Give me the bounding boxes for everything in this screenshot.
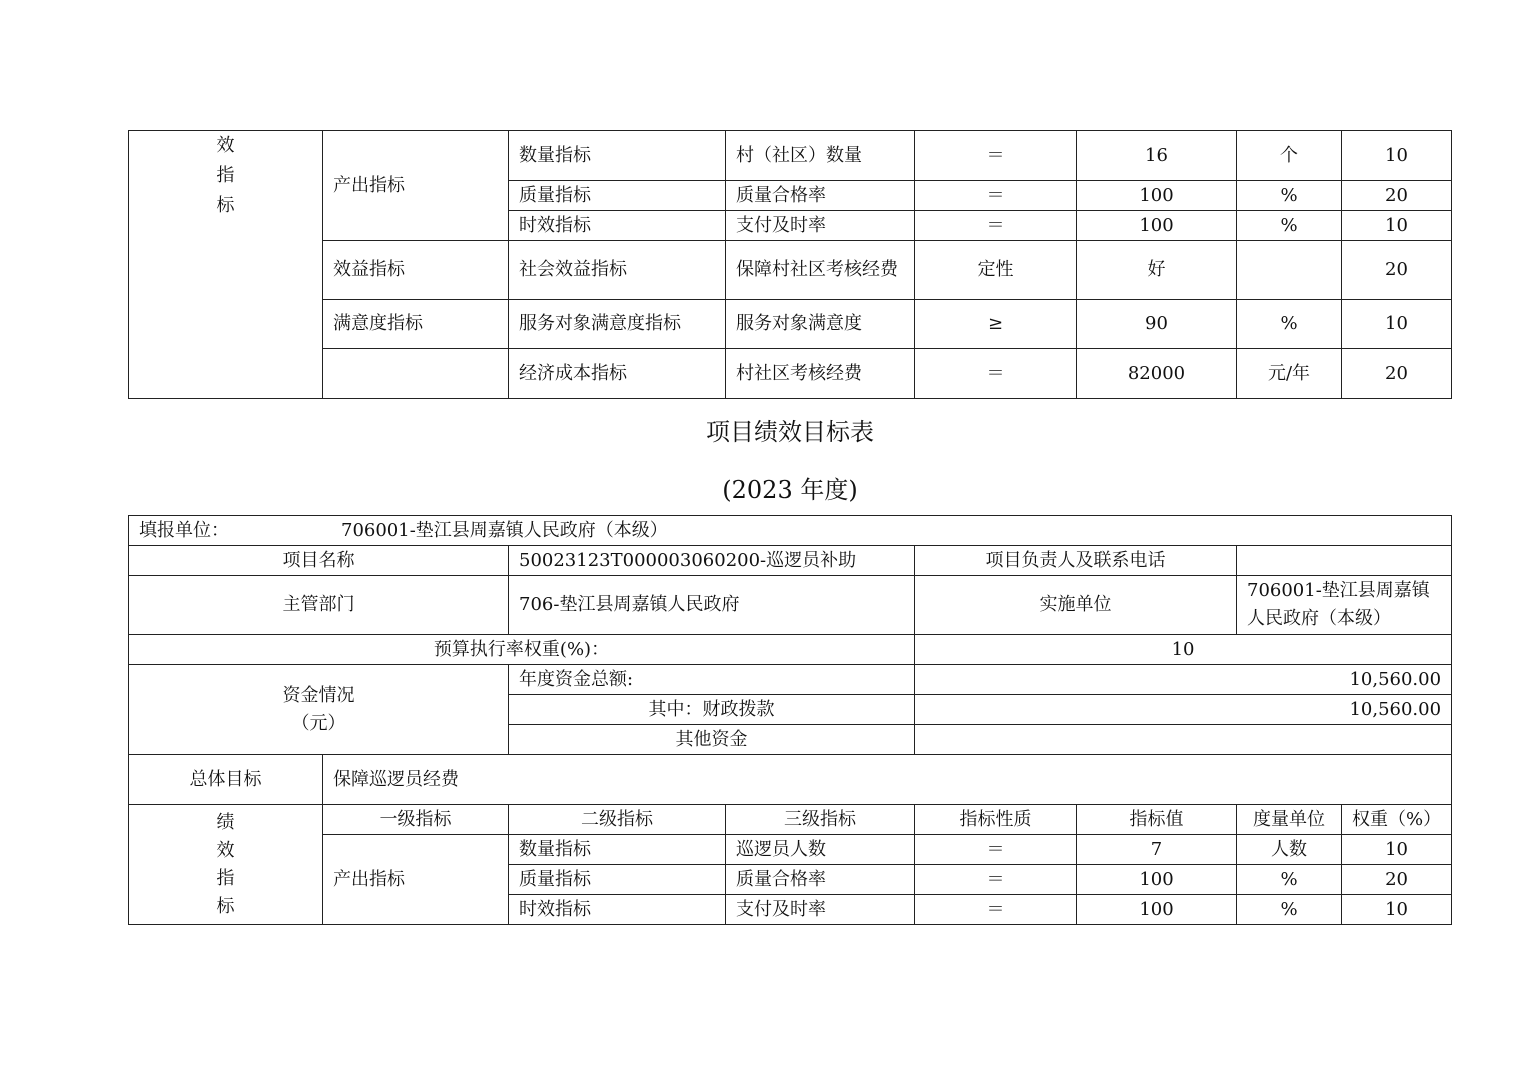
value-cell: 82000 [1077, 349, 1237, 399]
project-name-value: 50023123T000003060200-巡逻员补助 [509, 546, 915, 576]
header-unit: 度量单位 [1237, 805, 1342, 835]
reporting-unit-row [129, 516, 1452, 546]
unit-cell: % [1237, 300, 1342, 349]
unit-cell: % [1237, 895, 1342, 925]
operator-cell: ＝ [915, 835, 1077, 865]
value-cell: 100 [1077, 865, 1237, 895]
level3-cell: 支付及时率 [726, 895, 915, 925]
page-title: 项目绩效目标表 [706, 418, 874, 446]
header-level1: 一级指标 [323, 805, 509, 835]
unit-cell: 人数 [1237, 835, 1342, 865]
weight-cell: 10 [1342, 300, 1452, 349]
weight-cell: 10 [1342, 131, 1452, 181]
budget-weight-value: 10 [915, 635, 1452, 665]
unit-cell [1237, 241, 1342, 300]
prev-indicator-table [128, 130, 1452, 399]
value-cell: 好 [1077, 241, 1237, 300]
total-funds-label: 年度资金总额: [509, 665, 915, 695]
level1-cell: 产出指标 [323, 835, 509, 925]
total-funds-value: 10,560.00 [915, 665, 1452, 695]
level2-cell: 经济成本指标 [509, 349, 726, 399]
year-subtitle: (2023 年度) [722, 476, 858, 504]
header-level2: 二级指标 [509, 805, 726, 835]
operator-cell: ＝ [915, 211, 1077, 241]
level1-cell: 效益指标 [323, 241, 509, 300]
project-name-label: 项目名称 [129, 546, 509, 576]
value-cell: 100 [1077, 211, 1237, 241]
level2-cell: 数量指标 [509, 131, 726, 181]
operator-cell: ＝ [915, 349, 1077, 399]
operator-cell: ＝ [915, 895, 1077, 925]
header-value: 指标值 [1077, 805, 1237, 835]
unit-cell: % [1237, 181, 1342, 211]
owner-contact-label: 项目负责人及联系电话 [915, 546, 1237, 576]
operator-cell: ＝ [915, 865, 1077, 895]
operator-cell: 定性 [915, 241, 1077, 300]
level2-cell: 质量指标 [509, 181, 726, 211]
fiscal-funds-label: 其中：财政拨款 [509, 695, 915, 725]
weight-cell: 20 [1342, 181, 1452, 211]
prev-vertical-label: 效 指 标 [129, 131, 323, 399]
unit-cell: 元/年 [1237, 349, 1342, 399]
weight-cell: 20 [1342, 349, 1452, 399]
overall-goal-value: 保障巡逻员经费 [323, 755, 1452, 805]
indicator-vertical-label: 绩 效 指 标 [129, 805, 323, 925]
header-level3: 三级指标 [726, 805, 915, 835]
header-nature: 指标性质 [915, 805, 1077, 835]
level3-cell: 质量合格率 [726, 181, 915, 211]
dept-value: 706-垫江县周嘉镇人民政府 [509, 576, 915, 635]
value-cell: 100 [1077, 895, 1237, 925]
value-cell: 100 [1077, 181, 1237, 211]
header-weight: 权重（%） [1342, 805, 1452, 835]
budget-weight-label: 预算执行率权重(%)： [129, 635, 915, 665]
value-cell: 90 [1077, 300, 1237, 349]
operator-cell: ＝ [915, 131, 1077, 181]
level2-cell: 服务对象满意度指标 [509, 300, 726, 349]
unit-cell: 个 [1237, 131, 1342, 181]
dept-label: 主管部门 [129, 576, 509, 635]
other-funds-value [915, 725, 1452, 755]
impl-unit-label: 实施单位 [915, 576, 1237, 635]
other-funds-label: 其他资金 [509, 725, 915, 755]
level3-cell: 支付及时率 [726, 211, 915, 241]
unit-cell: % [1237, 211, 1342, 241]
reporting-unit-label: 填报单位： [139, 519, 229, 541]
level2-cell: 质量指标 [509, 865, 726, 895]
level2-cell: 时效指标 [509, 211, 726, 241]
level1-cell [323, 349, 509, 399]
overall-goal-label: 总体目标 [129, 755, 323, 805]
owner-contact-value [1237, 546, 1452, 576]
operator-cell: ＝ [915, 181, 1077, 211]
weight-cell: 20 [1342, 241, 1452, 300]
funds-unit: （元） [291, 712, 346, 734]
level3-cell: 保障村社区考核经费 [726, 241, 915, 300]
level1-cell: 产出指标 [323, 131, 509, 241]
impl-unit-value: 706001-垫江县周嘉镇人民政府（本级） [1237, 576, 1452, 635]
level3-cell: 村（社区）数量 [726, 131, 915, 181]
unit-cell: % [1237, 865, 1342, 895]
level3-cell: 质量合格率 [726, 865, 915, 895]
level3-cell: 巡逻员人数 [726, 835, 915, 865]
level3-cell: 村社区考核经费 [726, 349, 915, 399]
operator-cell: ≥ [915, 300, 1077, 349]
weight-cell: 20 [1342, 865, 1452, 895]
value-cell: 16 [1077, 131, 1237, 181]
level2-cell: 时效指标 [509, 895, 726, 925]
weight-cell: 10 [1342, 211, 1452, 241]
funds-cell [129, 665, 509, 755]
weight-cell: 10 [1342, 895, 1452, 925]
fiscal-funds-value: 10,560.00 [915, 695, 1452, 725]
level2-cell: 社会效益指标 [509, 241, 726, 300]
reporting-unit-value: 706001-垫江县周嘉镇人民政府（本级） [341, 519, 668, 541]
level3-cell: 服务对象满意度 [726, 300, 915, 349]
level1-cell: 满意度指标 [323, 300, 509, 349]
level2-cell: 数量指标 [509, 835, 726, 865]
funds-label: 资金情况 [282, 684, 355, 706]
project-target-table [128, 515, 1452, 925]
weight-cell: 10 [1342, 835, 1452, 865]
value-cell: 7 [1077, 835, 1237, 865]
